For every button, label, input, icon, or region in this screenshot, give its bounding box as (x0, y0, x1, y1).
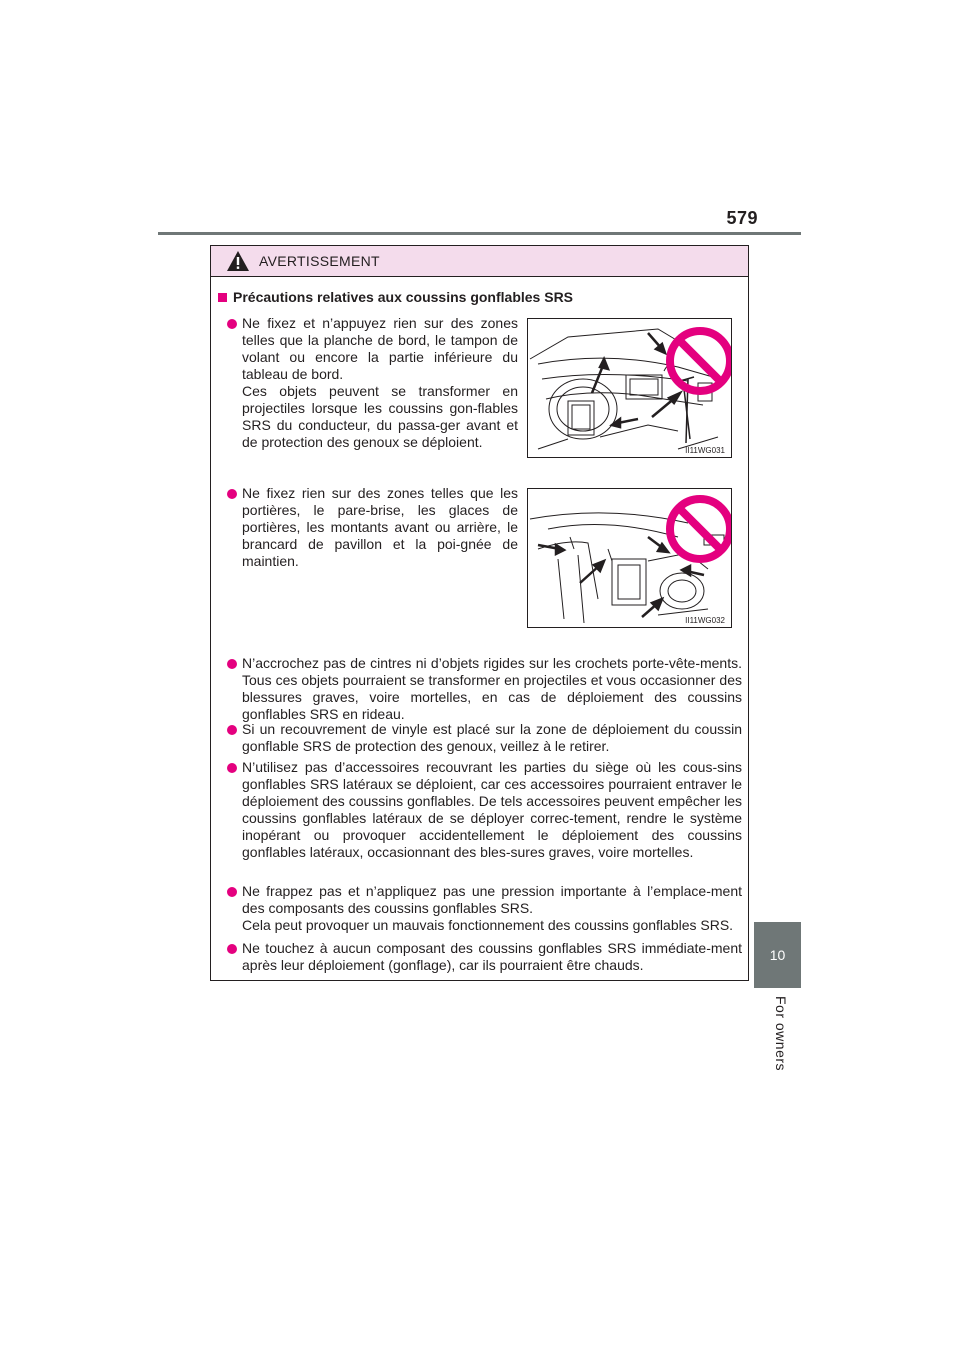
bullet-text: Ne touchez à aucun composant des coussins gonflables SRS immédiate-ment après leur déploiement (gonflage), car ils pourraient être chauds. (242, 940, 742, 973)
figure-code: II11WG032 (685, 616, 725, 625)
bullet-item (242, 315, 518, 451)
bullet-text: Ne fixez et n’appuyez rien sur des zones telles que la planche de bord, le tampon de volant ou encore la partie inférieure du tableau de bord. (242, 315, 518, 382)
bullet-dot-icon (227, 659, 237, 669)
bullet-text: N’accrochez pas de cintres ni d’objets rigides sur les crochets porte-vête-ments. Tous ces objets pourraient se transformer en projectiles et vous occasionner des blessures graves, voire mortelles, en cas de déploiement des coussins gonflables SRS en rideau. (242, 655, 742, 722)
warning-title: AVERTISSEMENT (259, 253, 380, 269)
warning-box (210, 245, 749, 981)
chapter-tab: 10 (754, 922, 801, 988)
bullet-text: Cela peut provoquer un mauvais fonctionnement des coussins gonflables SRS. (242, 917, 734, 933)
bullet-item (242, 721, 742, 755)
bullet-item (242, 759, 742, 861)
section-heading (218, 289, 573, 305)
bullet-dot-icon (227, 944, 237, 954)
bullet-dot-icon (227, 319, 237, 329)
bullet-text: Si un recouvrement de vinyle est placé sur la zone de déploiement du coussin gonflable SRS de protection des genoux, veillez à le retirer. (242, 721, 742, 754)
chapter-label: For owners (773, 996, 789, 1072)
warning-triangle-icon (226, 250, 250, 272)
figure-code: II11WG031 (685, 446, 725, 455)
bullet-dot-icon (227, 887, 237, 897)
bullet-text: Ne fixez rien sur des zones telles que les portières, le pare-brise, les glaces de portières, les montants avant ou arrière, le brancard de pavillon et la poi-gnée de maintien. (242, 485, 518, 569)
bullet-dot-icon (227, 489, 237, 499)
bullet-text: Ces objets peuvent se transformer en projectiles lorsque les coussins gon-flables SRS du conducteur, du passa-ger avant et de protection des genoux se déploient. (242, 383, 518, 450)
cabin-illustration (528, 489, 732, 628)
bullet-text: N’utilisez pas d’accessoires recouvrant les parties du siège où les cous-sins gonflables SRS latéraux se déploient, car ces accessoires pourraient entraver le déploiement des coussins gonflables. De tels accessoires peuvent empêcher les coussins gonflables latéraux de se déployer correc-tement, rendre le système inopérant ou provoquer accidentellement le déploiement des coussins gonflables latéraux, occasionnant des bles-sures graves, voire mortelles. (242, 759, 742, 860)
dashboard-figure (527, 318, 732, 458)
prohibition-icon (670, 499, 730, 559)
dashboard-illustration (528, 319, 732, 458)
bullet-text: Ne frappez pas et n’appliquez pas une pression importante à l’emplace-ment des composants des coussins gonflables SRS. (242, 883, 742, 916)
bullet-item (242, 485, 518, 570)
square-bullet-icon (218, 293, 227, 302)
page-number: 579 (726, 208, 758, 228)
prohibition-icon (670, 331, 730, 391)
bullet-item (242, 883, 742, 934)
bullet-dot-icon (227, 763, 237, 773)
warning-header (211, 246, 748, 277)
section-title: Précautions relatives aux coussins gonflables SRS (233, 289, 574, 305)
bullet-item (242, 655, 742, 723)
bullet-item (242, 940, 742, 974)
cabin-figure (527, 488, 732, 628)
bullet-dot-icon (227, 725, 237, 735)
header-rule (158, 232, 801, 235)
